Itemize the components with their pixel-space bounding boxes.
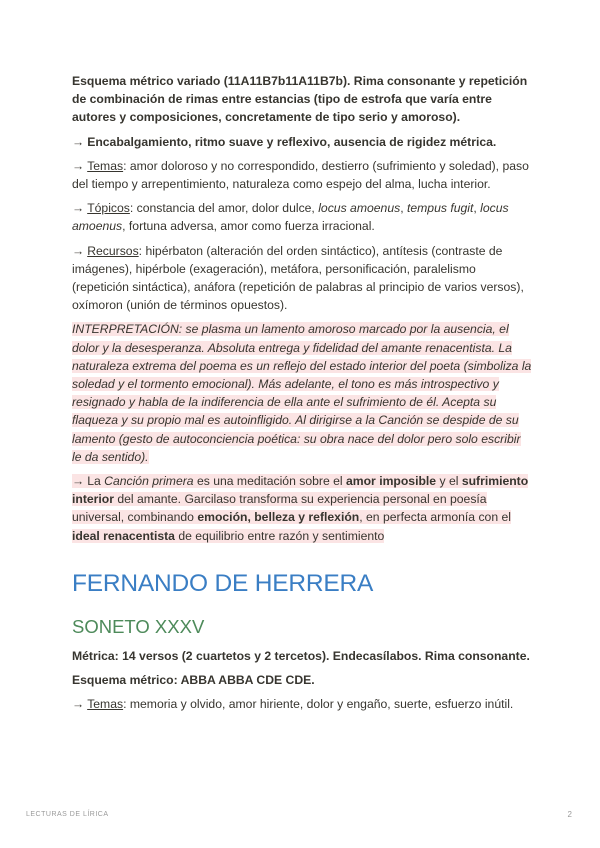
interpretation-highlight: INTERPRETACIÓN: se plasma un lamento amoroso marcado por la ausencia, el dolor y la desesperanza. Absoluta entrega y fidelidad del amante renacentista. La naturaleza extrema del poema es un reflejo del estado interior del poeta (simboliza la soledad y el tormento emocional). Más adelante, el tono es más introspectivo y resignado y habla de la indiferencia de ella ante el sufrimiento de él. Acepta su flaqueza y su propio mal es autoinfligido. Al dirigirse a la Canción se despide de su lamento (gesto de autoconciencia poética: su obra nace del dolor pero solo escribir le da sentido). — [72, 322, 532, 464]
summary-text: del amante. Garcilaso transforma su experiencia personal en poesía universal, combinando — [72, 492, 487, 525]
summary-paragraph — [72, 472, 532, 545]
scheme-paragraph: Esquema métrico: ABBA ABBA CDE CDE. — [72, 673, 315, 688]
arrow-icon: → — [72, 697, 85, 712]
document-body — [72, 72, 532, 719]
topics-text: , fortuna adversa, amor como fuerza irracional. — [122, 219, 375, 234]
summary-highlight — [72, 474, 528, 543]
topics-paragraph — [72, 199, 532, 235]
themes-text: : amor doloroso y no correspondido, destierro (sufrimiento y soledad), paso del tiempo y arrepentimiento, naturaleza como espejo del alma, lucha interior. — [72, 158, 529, 192]
topics-text: : constancia del amor, dolor dulce, — [129, 201, 319, 216]
summary-emphasis: ideal renacentista — [72, 528, 175, 543]
themes-text: : memoria y olvido, amor hiriente, dolor y engaño, suerte, esfuerzo inútil. — [123, 697, 514, 712]
interpretation-paragraph — [72, 320, 532, 466]
topic-tempus-fugit: tempus fugit — [406, 201, 474, 216]
section-heading: FERNANDO DE HERRERA — [72, 569, 374, 597]
arrow-icon: → — [72, 134, 85, 149]
summary-emphasis: emoción, belleza y reflexión — [197, 510, 360, 525]
arrow-icon: → — [72, 201, 85, 216]
themes-label: Temas — [87, 697, 124, 712]
topics-label: Tópicos — [87, 201, 130, 216]
metrics-paragraph: Métrica: 14 versos (2 cuartetos y 2 tercetos). Endecasílabos. Rima consonante. — [72, 648, 530, 663]
summary-text: de equilibrio entre razón y sentimiento — [174, 528, 385, 543]
arrow-icon: → — [72, 474, 85, 489]
page-number: 2 — [567, 810, 572, 819]
footer-title: LECTURAS DE LÍRICA — [26, 811, 109, 818]
arrow-icon: → — [72, 158, 85, 173]
subsection-heading: SONETO XXXV — [72, 615, 205, 637]
resources-label: Recursos — [87, 243, 139, 258]
metric-scheme-paragraph: Esquema métrico variado (11A11B7b11A11B7b). Rima consonante y repetición de combinación de rimas entre estancias (tipo de estrofa que varía entre autores y composiciones, concretamente de tipo serio y amoroso). — [72, 74, 528, 125]
arrow-icon: → — [72, 243, 85, 258]
themes-paragraph — [72, 157, 532, 193]
summary-text: , en perfecta armonía con el — [359, 510, 511, 525]
topics-separator: , — [400, 201, 407, 216]
resources-paragraph — [72, 242, 532, 315]
summary-emphasis: amor imposible — [346, 474, 437, 489]
themes-paragraph-sonnet — [72, 695, 532, 713]
summary-text: La — [87, 474, 105, 489]
summary-emphasis: sufrimiento interior — [72, 474, 529, 507]
summary-text: es una meditación sobre el — [193, 474, 346, 489]
summary-text: y el — [436, 474, 462, 489]
topics-separator: , — [473, 201, 481, 216]
rhythm-text: Encabalgamiento, ritmo suave y reflexivo, ausencia de rigidez métrica. — [87, 134, 497, 149]
summary-poem-title: Canción primera — [104, 474, 194, 489]
rhythm-paragraph — [72, 133, 532, 151]
resources-text: : hipérbaton (alteración del orden sintáctico), antítesis (contraste de imágenes), hipérbole (exageración), metáfora, personificación, paralelismo (repetición sintáctica), anáfora (repetición de palabras al principio de varios versos), oxímoron (unión de términos opuestos). — [72, 243, 524, 313]
themes-label: Temas — [87, 158, 124, 173]
topic-locus-amoenus: locus amoenus — [318, 201, 401, 216]
topic-locus-amoenus: locus amoenus — [72, 201, 509, 234]
